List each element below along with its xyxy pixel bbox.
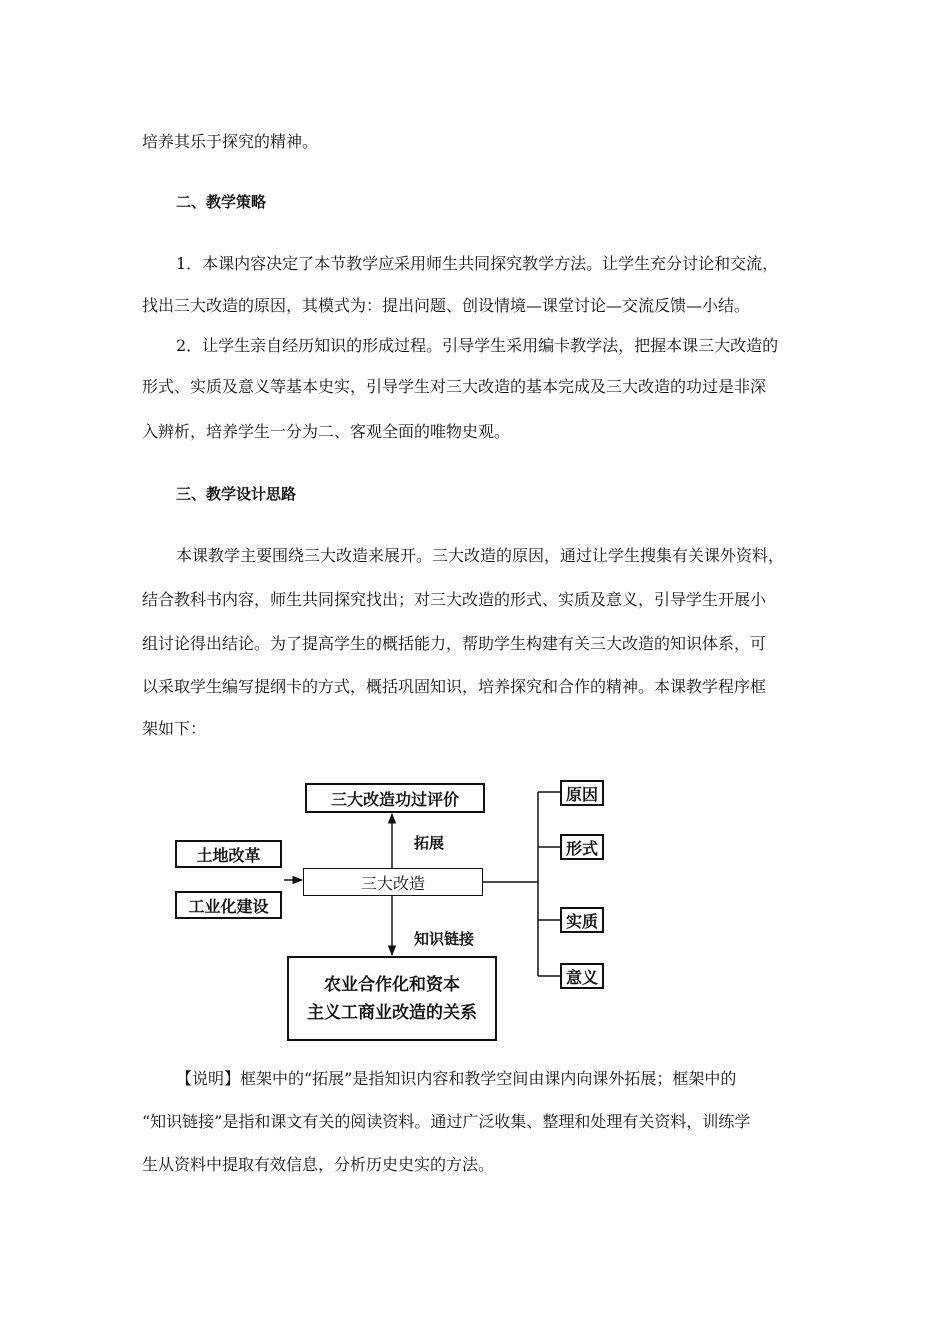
box-industrialization: 工业化建设 bbox=[175, 891, 282, 919]
section-heading: 二、教学策略 bbox=[176, 193, 267, 211]
box-three-transformations: 三大改造 bbox=[303, 868, 483, 896]
box-evaluation: 三大改造功过评价 bbox=[305, 783, 485, 813]
box-relationship-line2: 主义工商业改造的关系 bbox=[307, 1002, 477, 1023]
text-line: 架如下： bbox=[142, 719, 207, 738]
box-essence: 实质 bbox=[560, 907, 604, 933]
box-form: 形式 bbox=[560, 834, 604, 860]
text-line: 2．让学生亲自经历知识的形成过程。引导学生采用编卡教学法，把握本课三大改造的 bbox=[176, 336, 779, 355]
box-significance: 意义 bbox=[560, 963, 604, 989]
label-knowledge-link: 知识链接 bbox=[414, 930, 475, 948]
text-line: 找出三大改造的原因，其模式为：提出问题、创设情境—课堂讨论—交流反馈—小结。 bbox=[142, 296, 751, 315]
text-line: 生从资料中提取有效信息，分析历史史实的方法。 bbox=[142, 1155, 495, 1174]
label-expand: 拓展 bbox=[414, 834, 445, 852]
box-relationship bbox=[287, 956, 497, 1041]
text-line: 结合教科书内容，师生共同探究找出；对三大改造的形式、实质及意义，引导学生开展小 bbox=[142, 590, 767, 609]
box-relationship-line1: 农业合作化和资本 bbox=[324, 974, 460, 995]
text-line: 组讨论得出结论。为了提高学生的概括能力，帮助学生构建有关三大改造的知识体系，可 bbox=[142, 634, 767, 653]
text-line: 以采取学生编写提纲卡的方式，概括巩固知识，培养探究和合作的精神。本课教学程序框 bbox=[142, 677, 767, 696]
section-heading: 三、教学设计思路 bbox=[176, 485, 297, 503]
text-line: 形式、实质及意义等基本史实，引导学生对三大改造的基本完成及三大改造的功过是非深 bbox=[142, 377, 767, 396]
text-line: 培养其乐于探究的精神。 bbox=[142, 132, 319, 151]
box-cause: 原因 bbox=[560, 780, 604, 806]
box-land-reform: 土地改革 bbox=[175, 840, 282, 868]
text-line: 【说明】框架中的“拓展”是指知识内容和教学空间由课内向课外拓展；框架中的 bbox=[176, 1069, 737, 1088]
text-line: 本课教学主要围绕三大改造来展开。三大改造的原因，通过让学生搜集有关课外资料， bbox=[176, 546, 785, 565]
text-line: “知识链接”是指和课文有关的阅读资料。通过广泛收集、整理和处理有关资料，训练学 bbox=[142, 1112, 751, 1131]
text-line: 入辨析，培养学生一分为二、客观全面的唯物史观。 bbox=[142, 422, 511, 441]
text-line: 1．本课内容决定了本节教学应采用师生共同探究教学方法。让学生充分讨论和交流， bbox=[176, 254, 779, 273]
